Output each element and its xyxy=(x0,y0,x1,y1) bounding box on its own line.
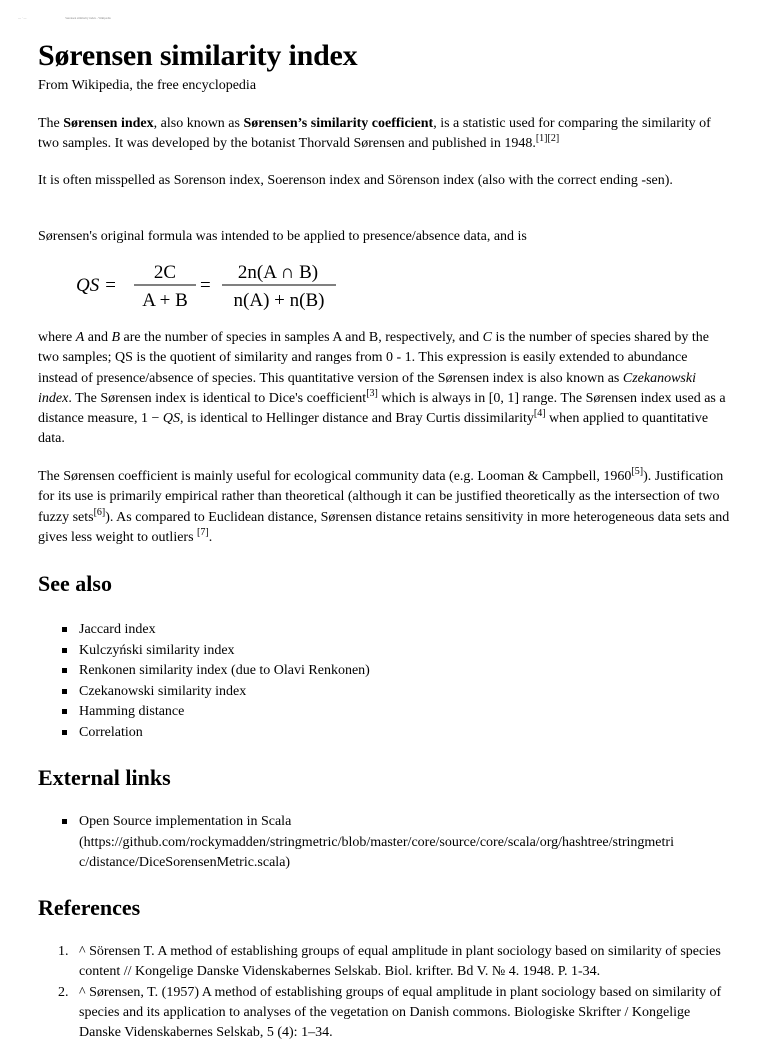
reference-number: 1. xyxy=(58,944,69,959)
see-also-link[interactable]: Czekanowski similarity index xyxy=(38,682,370,703)
external-link[interactable] xyxy=(38,812,730,874)
body-text: and xyxy=(84,330,112,345)
body-text: The Sørensen coefficient is mainly useful for ecological community data (e.g. Looman & Campbell, 1960 xyxy=(38,469,632,484)
citation-link[interactable]: [5] xyxy=(631,466,644,477)
see-also-list xyxy=(38,620,370,743)
formula-equals: = xyxy=(200,275,211,296)
body-text: . xyxy=(208,529,213,545)
body-text: are the number of species in samples A and B, respectively, and xyxy=(120,330,483,345)
see-also-link[interactable]: Jaccard index xyxy=(38,620,370,641)
see-also-link[interactable]: Hamming distance xyxy=(38,702,370,723)
external-links-heading: External links xyxy=(38,765,171,790)
intro-text: , is a statistic used for comparing the similarity of two samples. It was developed by the botanist Thorvald Sørensen and published in 1948. xyxy=(38,116,711,152)
body-text: . The Sørensen index is identical to Dice's coefficient xyxy=(68,390,367,406)
citation-link[interactable]: [3] xyxy=(366,387,378,399)
see-also-link[interactable]: Kulczyński similarity index xyxy=(38,641,370,662)
see-also-heading: See also xyxy=(38,571,112,596)
body-text: when applied to quantitative data. xyxy=(38,411,709,447)
body-text: ). Justification for its use is primarily empirical rather than theoretical (although it can be justified theoretically as the intersection of two fuzzy sets xyxy=(38,469,724,525)
citation-link[interactable]: [6] xyxy=(93,506,106,518)
math-var: B xyxy=(111,330,121,345)
body-text: ). As compared to Euclidean distance, Sørensen distance retains sensitivity in more heterogeneous data sets and gives less weight to outliers xyxy=(38,509,730,545)
body-text: where xyxy=(38,330,76,345)
bold-term: Sørensen’s similarity coefficient xyxy=(243,116,434,131)
body-text: , is identical to Hellinger distance and Bray Curtis dissimilarity xyxy=(180,411,534,427)
math-var: C xyxy=(482,330,492,345)
external-link-url[interactable]: (https://github.com/rockymadden/stringmetric/blob/master/core/source/core/scala/org/hashtree/stringmetri xyxy=(79,834,674,850)
citation-link[interactable]: [4] xyxy=(533,408,546,420)
references-list xyxy=(38,942,730,1043)
sorensen-formula xyxy=(76,256,376,320)
math-var: QS xyxy=(162,411,181,427)
intro-text: The xyxy=(38,116,64,131)
usage-paragraph xyxy=(38,467,730,548)
body-text: is the number of species shared by the two samples; QS is the quotient of similarity and ranges from 0 - 1. This expression is easily extended to abundance instead of presence/absence of species. This quantitative version of the Sørensen index is also known as xyxy=(38,330,709,386)
see-also-link[interactable]: Correlation xyxy=(38,723,370,744)
formula-lhs: QS = xyxy=(76,275,117,296)
formula-intro-paragraph: Sørensen's original formula was intended to be applied to presence/absence data, and is xyxy=(38,229,527,244)
print-header-title: Sørensen similarity index - Wikipedia xyxy=(65,16,111,20)
reference-number: 2. xyxy=(58,984,69,1000)
citation-link[interactable]: [1] xyxy=(535,133,548,145)
references-heading: References xyxy=(38,895,141,920)
reference-text: ^ Sørensen, T. (1957) A method of establishing groups of equal amplitude in plant sociology based on similarity of species and its application to analyses of the vegetation on Danish commons. Biologiske Skrifter / Kongelige Danske Videnskabernes Selskab, 5 (4): 1–34. xyxy=(79,984,722,1041)
misspelling-paragraph: It is often misspelled as Sorenson index, Soerenson index and Sörenson index (also with the correct ending -sen). xyxy=(38,173,673,188)
math-var: A xyxy=(75,330,85,345)
citation-link[interactable]: [7] xyxy=(197,526,209,538)
reference-item xyxy=(38,942,730,983)
formula-denominator-1: A + B xyxy=(142,290,188,311)
external-links-list xyxy=(38,812,730,874)
tagline: From Wikipedia, the free encyclopedia xyxy=(38,78,257,93)
body-text: which is always in [0, 1] range. The Sørensen index used as a distance measure, 1 − xyxy=(38,390,726,427)
formula-numerator-1: 2C xyxy=(153,262,177,283)
formula-denominator-2: n(A) + n(B) xyxy=(233,290,325,311)
intro-paragraph xyxy=(38,114,730,155)
external-link-label[interactable]: Open Source implementation in Scala xyxy=(79,814,292,829)
reference-text: ^ Sörensen T. A method of establishing groups of equal amplitude in plant sociology based on similarity of species content // Kongelige Danske Videnskabernes Selskab. Biol. krifter. Bd V. № 4. 1948. P. 1-34. xyxy=(79,944,721,980)
citation-link[interactable]: [2] xyxy=(547,133,560,145)
see-also-link[interactable]: Renkonen similarity index (due to Olavi Renkonen) xyxy=(38,661,370,682)
print-header xyxy=(18,16,149,20)
intro-text: , also known as xyxy=(153,116,244,131)
external-link-url[interactable]: c/distance/DiceSorensenMetric.scala) xyxy=(79,855,291,870)
bold-term: Sørensen index xyxy=(63,116,154,131)
definition-paragraph xyxy=(38,328,730,450)
formula-numerator-2: 2n(A ∩ B) xyxy=(237,262,319,283)
italic-term: Czekanowski index xyxy=(38,370,696,406)
print-header-left: — · — xyxy=(18,16,27,20)
reference-item xyxy=(38,983,730,1043)
page-title: Sørensen similarity index xyxy=(38,39,358,72)
